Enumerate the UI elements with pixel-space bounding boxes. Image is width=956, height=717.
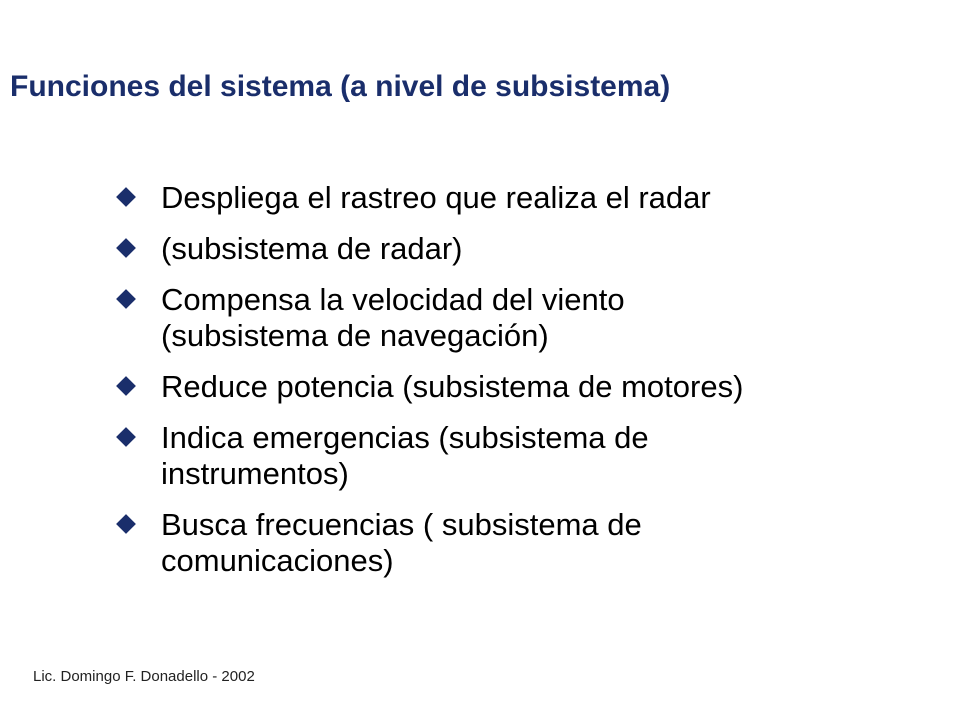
bullet-item xyxy=(161,507,921,579)
bullet-item xyxy=(161,180,921,216)
diamond-bullet-icon xyxy=(116,289,136,309)
bullet-item xyxy=(161,420,921,492)
bullet-text-continuation: instrumentos) xyxy=(161,456,349,491)
bullet-text: (subsistema de radar) xyxy=(161,231,463,266)
diamond-bullet-icon xyxy=(116,427,136,447)
diamond-bullet-icon xyxy=(116,514,136,534)
diamond-bullet-icon xyxy=(116,376,136,396)
bullet-item xyxy=(161,231,921,267)
bullet-text: Compensa la velocidad del viento xyxy=(161,282,625,317)
bullet-text: Despliega el rastreo que realiza el radar xyxy=(161,180,711,215)
bullet-text: Reduce potencia (subsistema de motores) xyxy=(161,369,744,404)
bullet-text-continuation: (subsistema de navegación) xyxy=(161,318,549,353)
footer-credit: Lic. Domingo F. Donadello - 2002 xyxy=(33,668,255,685)
bullet-text-continuation: comunicaciones) xyxy=(161,543,394,578)
bullet-item xyxy=(161,369,921,405)
bullet-text: Busca frecuencias ( subsistema de xyxy=(161,507,642,542)
bullet-item xyxy=(161,282,921,354)
diamond-bullet-icon xyxy=(116,238,136,258)
slide-title: Funciones del sistema (a nivel de subsistema) xyxy=(10,70,671,103)
bullet-text: Indica emergencias (subsistema de xyxy=(161,420,649,455)
diamond-bullet-icon xyxy=(116,187,136,207)
